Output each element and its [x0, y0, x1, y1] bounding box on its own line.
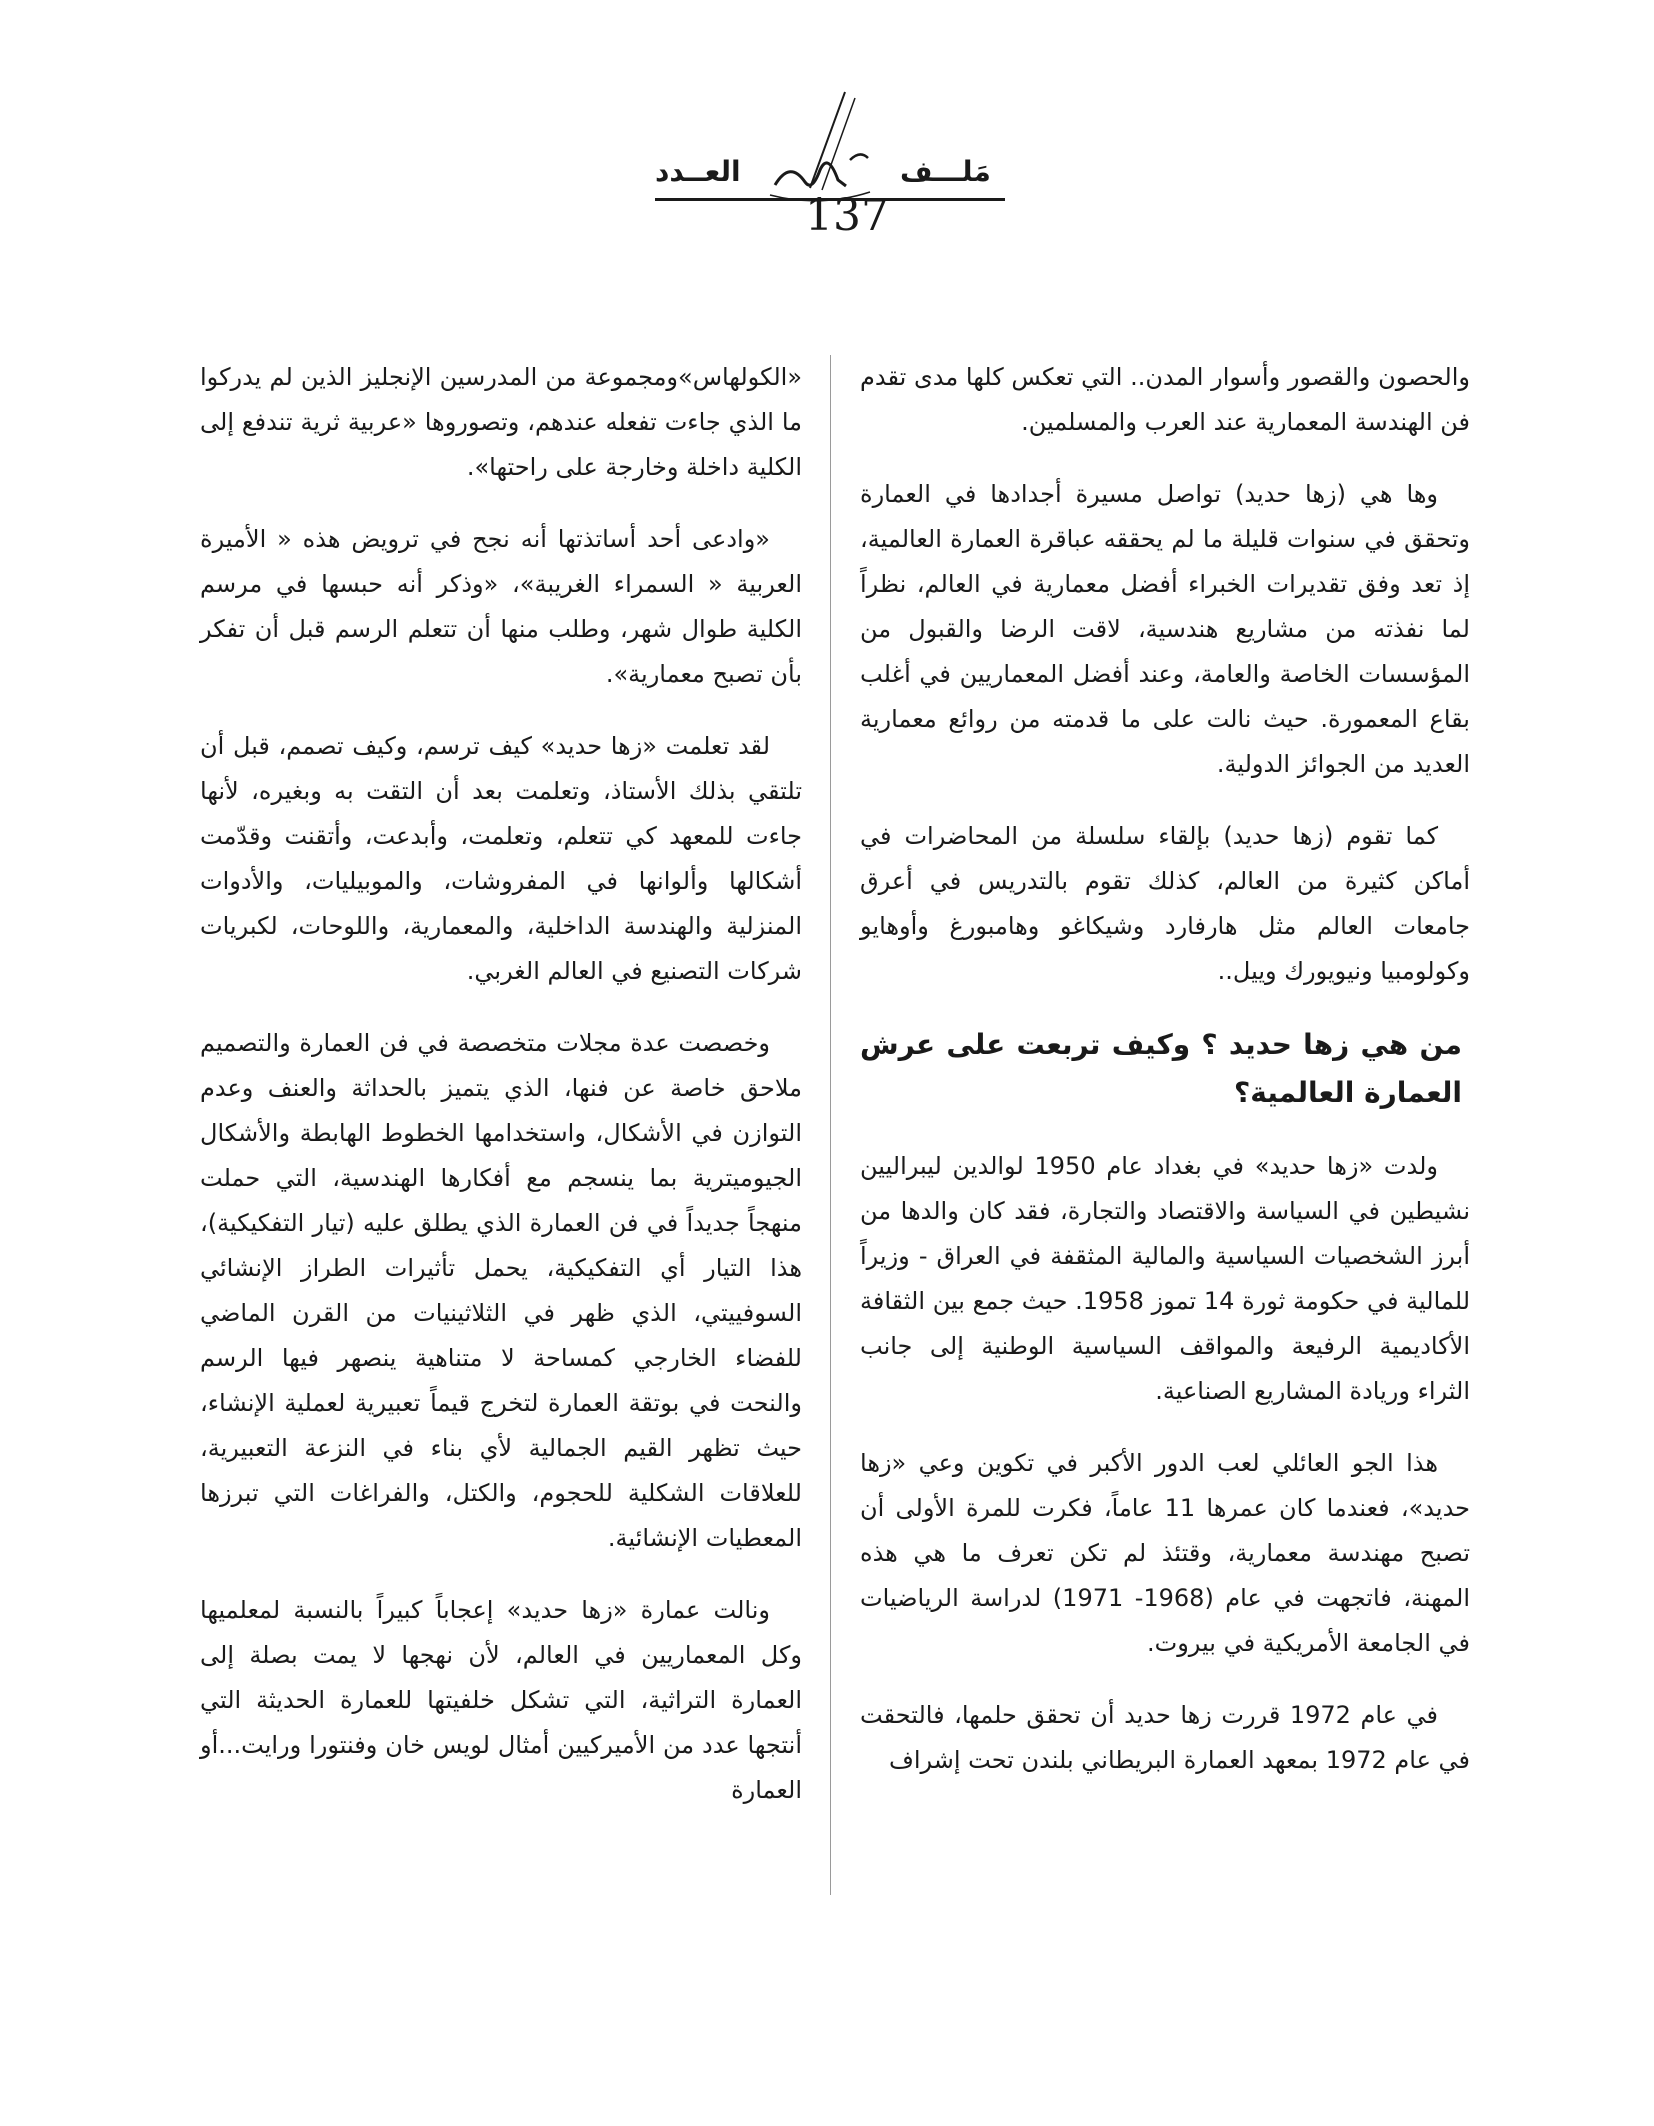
paragraph: وخصصت عدة مجلات متخصصة في فن العمارة والتصميم ملاحق خاصة عن فنها، الذي يتميز بالحداثة والعنف وعدم التوازن في الأشكال، واستخدامها الخطوط الهابطة والأشكال الجيوميترية بما ينسجم مع أفكارها الهندسية، التي حملت منهجاً جديداً في فن العمارة الذي يطلق عليه (تيار التفكيكية)، هذا التيار أي التفكيكية، يحمل تأثيرات الطراز الإنشائي السوفييتي، الذي ظهر في الثلاثينيات من القرن الماضي للفضاء الخارجي كمساحة لا متناهية ينصهر فيها الرسم والنحت في بوتقة العمارة لتخرج قيماً تعبيرية لعملية الإنشاء، حيث تظهر القيم الجمالية لأي بناء في النزعة التعبيرية، للعلاقات الشكلية للحجوم، والكتل، والفراغات التي تبرزها المعطيات الإنشائية.: [200, 1029, 802, 1552]
issue-label: العــدد: [655, 155, 741, 188]
column-divider: [830, 355, 831, 1895]
paragraph: في عام 1972 قررت زها حديد أن تحقق حلمها، فالتحقت في عام 1972 بمعهد العمارة البريطاني بلندن تحت إشراف: [860, 1701, 1470, 1774]
section-heading: من هي زها حديد ؟ وكيف تربعت على عرش العمارة العالمية؟: [860, 1028, 1462, 1109]
right-column: [860, 355, 1470, 1810]
paragraph: ونالت عمارة «زها حديد» إعجاباً كبيراً بالنسبة لمعلميها وكل المعماريين في العالم، لأن نهجها لا يمت بصلة إلى العمارة التراثية، التي تشكل خلفيتها للعمارة الحديثة التي أنتجها عدد من الأميركيين أمثال لويس خان وفنتورا ورايت...أو العمارة: [200, 1596, 802, 1804]
paragraph: كما تقوم (زها حديد) بإلقاء سلسلة من المحاضرات في أماكن كثيرة من العالم، كذلك تقوم بالتدريس في أعرق جامعات العالم مثل هارفارد وشيكاغو وهامبورغ وأوهايو وكولومبيا ونيويورك وييل..: [860, 822, 1470, 985]
page-number: 137: [805, 190, 889, 241]
paragraph: وها هي (زها حديد) تواصل مسيرة أجدادها في العمارة وتحقق في سنوات قليلة ما لم يحققه عباقرة العمارة العالمية، إذ تعد وفق تقديرات الخبراء أفضل معمارية في العالم، نظراً لما نفذته من مشاريع هندسية، لاقت الرضا والقبول من المؤسسات الخاصة والعامة، وعند أفضل المعماريين في أغلب بقاع المعمورة. حيث نالت على ما قدمته من روائع معمارية العديد من الجوائز الدولية.: [860, 480, 1470, 778]
paragraph: «الكولهاس»ومجموعة من المدرسين الإنجليز الذين لم يدركوا ما الذي جاءت تفعله عندهم، وتصوروها «عربية ثرية تندفع إلى الكلية داخلة وخارجة على راحتها».: [200, 363, 802, 481]
paragraph: لقد تعلمت «زها حديد» كيف ترسم، وكيف تصمم، قبل أن تلتقي بذلك الأستاذ، وتعلمت بعد أن التقت به وبغيره، لأنها جاءت للمعهد كي تتعلم، وتعلمت، وأبدعت، وأتقنت وقدّمت أشكالها وألوانها في المفروشات، والموبيليات، والأدوات المنزلية والهندسة الداخلية، والمعمارية، واللوحات، لكبريات شركات التصنيع في العالم الغربي.: [200, 732, 802, 985]
paragraph: «وادعى أحد أساتذتها أنه نجح في ترويض هذه « الأميرة العربية « السمراء الغريبة»، «وذكر أنه حبسها في مرسم الكلية طوال شهر، وطلب منها أن تتعلم الرسم قبل أن تفكر بأن تصبح معمارية».: [200, 525, 802, 688]
paragraph: هذا الجو العائلي لعب الدور الأكبر في تكوين وعي «زها حديد»، فعندما كان عمرها 11 عاماً، فكرت للمرة الأولى أن تصبح مهندسة معمارية، وقتئذ لم تكن تعرف ما هي هذه المهنة، فاتجهت في عام (1968- 1971) لدراسة الرياضيات في الجامعة الأمريكية في بيروت.: [860, 1449, 1470, 1657]
left-column: [200, 355, 802, 1840]
paragraph: ولدت «زها حديد» في بغداد عام 1950 لوالدين ليبراليين نشيطين في السياسة والاقتصاد والتجارة، فقد كان والدها من أبرز الشخصيات السياسية والمالية المثقفة في العراق - وزيراً للمالية في حكومة ثورة 14 تموز 1958. حيث جمع بين الثقافة الأكاديمية الرفيعة والمواقف السياسية الوطنية إلى جانب الثراء وريادة المشاريع الصناعية.: [860, 1152, 1471, 1405]
page-header: [600, 90, 1060, 240]
section-label: مَلـــف: [900, 155, 991, 188]
paragraph: والحصون والقصور وأسوار المدن.. التي تعكس كلها مدى تقدم فن الهندسة المعمارية عند العرب والمسلمين.: [860, 363, 1470, 436]
